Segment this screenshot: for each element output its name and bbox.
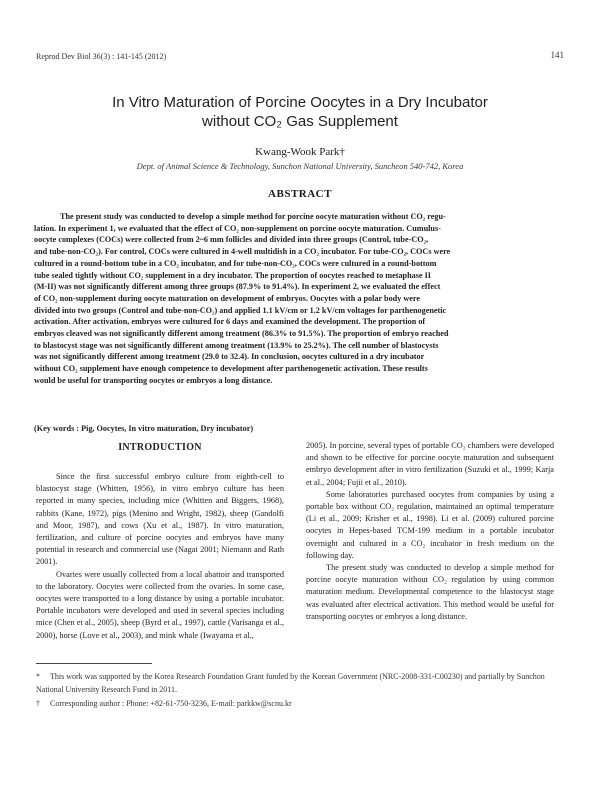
intro-paragraph: Since the first successful embryo culture from eighth-cell to blastocyst stage (Whitten, 1956), in vitro embryo culture has been reported in many species, including mice (Whitten and Biggers, 1968), rabbits (Kane, 1972), pigs (Menino and Wright, 1982), sheep (Gandolfi and Moor, 1987), and cows (Xu et al., 1987). In vitro maturation, fertilization, and culture of porcine oocytes and embryos have many potential in research and commercial use (Nagai 2001; Niemann and Rath 2001). xyxy=(36,472,284,567)
abstract-line: (M-II) was not significantly different among three groups (87.9% to 91.4%). In experiment 2, we evaluated the effect xyxy=(34,282,441,292)
abstract-line: divided into two groups (Control and tube-non-CO₂) and applied 1.1 kV/cm or 1.2 kV/cm voltages for parthenogenetic xyxy=(34,305,447,315)
abstract-line: would be useful for transporting oocytes or embryos a long distance. xyxy=(34,375,273,385)
footnote-symbol: * xyxy=(36,672,40,681)
intro-paragraph: Ovaries were usually collected from a local abattoir and transported to the laboratory. Oocytes were collected from the ovaries. In some case, oocytes were transported to a long distance by using a portable incubator. Portable incubators were developed and used in several species including mice (Chen et al., 2005), sheep (Byrd et al., 1997), cattle (Varisanga et al., 2000), horse (Love et al., 2003), and mink whale (Iwayama et al., xyxy=(36,569,284,640)
intro-paragraph: Some laboratories purchased oocytes from companies by using a portable box without CO₂ regulation, maintained an optimal temperature (Li et al., 2009; Krisher et al., 1998). Li et al. (2009) cultured porcine oocytes in Hepes-based TCM-199 medium in a portable incubator overnight and cultured in a CO₂ incubator in fresh medium on the following day. xyxy=(306,489,554,560)
intro-paragraph: The present study was conducted to develop a simple method for porcine oocyte maturation without CO₂ regulation by using common maturation medium. Developmental competence to the blastocyst stage was evaluated after electrical activation. This method would be useful for transporting oocytes or embryos a long distance. xyxy=(306,563,554,621)
journal-reference: Reprod Dev Biol 36(3) : 141-145 (2012) xyxy=(36,52,167,61)
funding-text: This work was supported by the Korea Research Foundation Grant funded by the Korean Government (NRC-2008-331-C00230) and partially by Sunchon National University Research Fund in 2011. xyxy=(36,672,545,694)
page-number: 141 xyxy=(550,50,564,60)
abstract-line: without CO₂ supplement have enough competence to development after parthenogenetic activation. These results xyxy=(34,364,428,374)
abstract-body xyxy=(34,211,567,387)
abstract-line: The present study was conducted to develop a simple method for porcine oocyte maturation without CO₂ regu- xyxy=(60,212,446,221)
abstract-line: to blastocyst stage was not significantly different among treatment (13.9% to 25.2%). The cell number of blastocysts xyxy=(34,340,439,350)
author-name: Kwang-Wook Park† xyxy=(255,146,345,158)
left-column xyxy=(36,440,284,642)
footnote-divider xyxy=(36,663,152,664)
funding-footnote xyxy=(36,670,566,696)
abstract-line: of CO₂ non-supplement during oocyte maturation on development of embryos. Oocytes with a polar body were xyxy=(34,293,421,303)
abstract-line: activation. After activation, embryos were cultured for 6 days and examined the development. The proportion of xyxy=(34,317,426,327)
corresponding-footnote xyxy=(36,697,566,710)
right-column xyxy=(306,440,554,623)
abstract-heading: ABSTRACT xyxy=(268,188,332,200)
intro-paragraph: 2005). In porcine, several types of portable CO₂ chambers were developed and shown to be effective for porcine oocyte maturation and subsequent embryo development after in vitro fertilization (Suzuki et al., 1999; Karja et al., 2004; Fujii et al., 2010). xyxy=(306,441,554,487)
abstract-line: embryos cleaved was not significantly different among treatment (86.3% to 91.5%). The proportion of embryo reached xyxy=(34,329,449,339)
abstract-line: and tube-non-CO₂). For control, COCs were cultured in 4-well multidish in a CO₂ incubator. For tube-CO₂, COCs were xyxy=(34,247,451,257)
footnote-symbol: † xyxy=(36,699,40,708)
abstract-line: oocyte complexes (COCs) were collected from 2~6 mm follicles and divided into three groups (Control, tube-CO₂, xyxy=(34,235,429,245)
abstract-line: cultured in a round-bottom tube in a CO₂ incubator, and for tube-non-CO₂, COCs were cultured in a round-bottom xyxy=(34,258,437,268)
abstract-line: lation. In experiment 1, we evaluated that the effect of CO₂ non-supplement on porcine oocyte maturation. Cumulus- xyxy=(34,223,441,233)
introduction-heading: INTRODUCTION xyxy=(118,442,202,453)
abstract-line: was not significantly different among treatment (29.0 to 32.4). In conclusion, oocytes cultured in a dry incubator xyxy=(34,352,425,362)
keywords: (Key words : Pig, Oocytes, In vitro maturation, Dry incubator) xyxy=(34,424,254,433)
author-affiliation: Dept. of Animal Science & Technology, Sunchon National University, Suncheon 540-742, Korea xyxy=(136,161,464,171)
title-line-1: In Vitro Maturation of Porcine Oocytes in a Dry Incubator xyxy=(112,94,488,111)
abstract-line: tube sealed tightly without CO₂ supplement in a dry incubator. The proportion of oocytes reached to metaphase II xyxy=(34,270,431,280)
corresponding-text: Corresponding author : Phone: +82-61-750-3236, E-mail: parkkw@scnu.kr xyxy=(50,699,292,708)
title-line-2: without CO₂ Gas Supplement xyxy=(202,113,398,130)
